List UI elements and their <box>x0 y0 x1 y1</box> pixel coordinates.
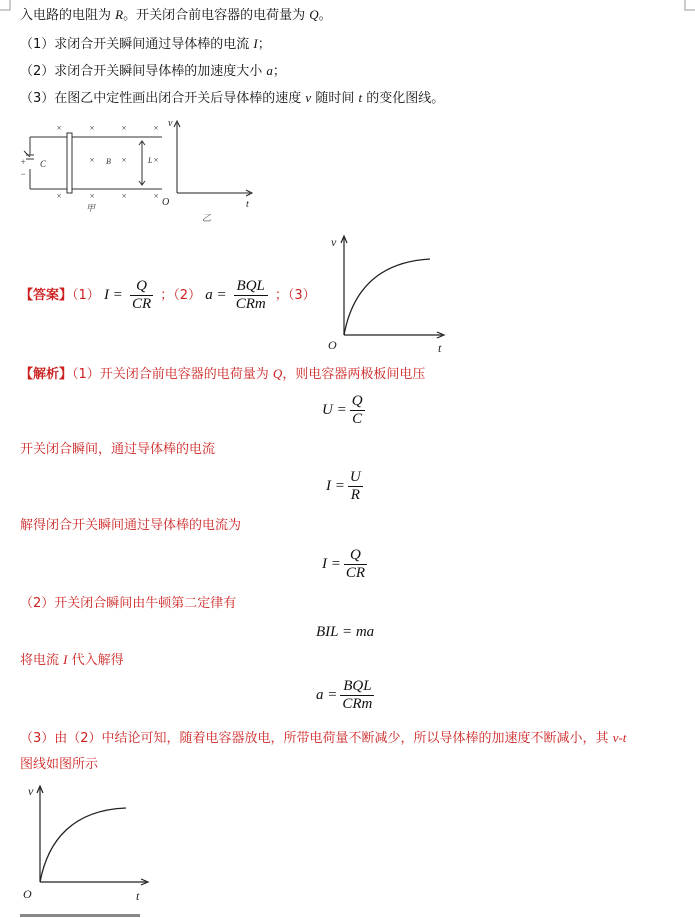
question-3 <box>20 89 444 108</box>
field-cross: × <box>56 123 63 133</box>
analysis-vt-graph <box>18 780 153 906</box>
analysis-line-3: 解得闭合开关瞬间通过导体棒的电流为 <box>20 518 242 533</box>
answer-sep: ； <box>274 288 288 303</box>
page-corner-mark <box>0 0 14 14</box>
analysis-line-4: （2）开关闭合瞬间由牛顿第二定律有 <box>20 596 237 611</box>
axis-t-label: t <box>136 889 140 903</box>
intro-text: 。 <box>318 8 332 23</box>
label-B: B <box>106 157 111 166</box>
answer-fraction-I <box>130 278 153 313</box>
origin-label: O <box>23 887 32 901</box>
answer-vt-graph <box>322 232 452 358</box>
axis-v-label: v <box>331 235 337 249</box>
origin-label: O <box>328 338 337 352</box>
equation-fraction <box>348 469 363 504</box>
terminal-minus: − <box>20 169 27 179</box>
fraction-denominator: CR <box>345 565 366 581</box>
var-R: R <box>115 7 124 22</box>
field-cross: × <box>153 123 160 133</box>
fraction-numerator: Q <box>351 393 363 409</box>
analysis-text: （3）由（2）中结论可知，随着电容器放电，所带电荷量不断减少，所以导体棒的加速度不断减小，其 <box>20 731 613 746</box>
analysis-line-6 <box>20 729 626 748</box>
label-L: L <box>148 156 153 165</box>
answer-fraction-a <box>234 278 268 313</box>
var-t: t <box>358 90 363 105</box>
var-a: a <box>266 63 273 78</box>
blank-vt-axes <box>160 115 260 225</box>
fraction-denominator: R <box>348 486 363 504</box>
var-v: v <box>305 90 312 105</box>
analysis-text: 将电流 <box>20 653 64 668</box>
axis-v-label: v <box>28 784 34 798</box>
fraction-denominator: C <box>350 410 365 428</box>
bottom-divider <box>20 914 140 917</box>
analysis-line-1 <box>20 365 425 384</box>
fraction-denominator: CRm <box>342 696 373 712</box>
equation-lhs: U = <box>322 401 347 418</box>
circuit-diagram <box>14 115 174 215</box>
field-cross: × <box>89 155 96 165</box>
axis-v-label: v <box>168 118 173 129</box>
answer-I-lhs: I = <box>103 287 123 303</box>
field-cross: × <box>153 155 160 165</box>
answer-part2-prefix: （2） <box>173 288 202 303</box>
terminal-plus: + <box>20 157 27 167</box>
q2-text: （2）求闭合开关瞬间导体棒的加速度大小 <box>20 64 267 79</box>
answer-a-lhs: a = <box>205 287 227 303</box>
fraction-denominator: CR <box>131 296 152 312</box>
equation-lhs: a = <box>316 686 338 703</box>
q1-end: ； <box>257 37 271 52</box>
field-cross: × <box>153 191 160 201</box>
fraction-numerator: Q <box>136 278 147 294</box>
q2-end: ； <box>272 64 286 79</box>
page-corner-mark <box>681 0 695 14</box>
axis-t-label: t <box>438 341 442 355</box>
equation-fraction <box>344 547 367 582</box>
fraction-numerator: Q <box>350 547 361 563</box>
analysis-text: （1）开关闭合前电容器的电荷量为 <box>72 367 273 382</box>
figure-caption-jia: 甲 <box>86 203 96 213</box>
field-cross: × <box>89 123 96 133</box>
analysis-line-5 <box>20 651 124 670</box>
equation-U <box>322 393 368 428</box>
fraction-denominator: CRm <box>235 296 266 312</box>
equation-lhs: I = <box>322 555 341 572</box>
intro-text: 入电路的电阻为 <box>20 8 116 23</box>
var-vt: v-t <box>612 730 627 745</box>
answer-part3-prefix: （3） <box>287 288 316 303</box>
equation-lhs: I = <box>326 477 345 494</box>
answer-sep: ； <box>160 288 174 303</box>
analysis-line-2: 开关闭合瞬间，通过导体棒的电流 <box>20 442 216 457</box>
answer-part1-prefix: （1） <box>72 288 100 303</box>
field-cross: × <box>89 191 96 201</box>
q3-text: 的变化图线。 <box>362 91 445 106</box>
fraction-numerator: BQL <box>236 278 265 294</box>
equation-fraction <box>340 678 374 713</box>
q3-text: （3）在图乙中定性画出闭合开关后导体棒的速度 <box>20 91 306 106</box>
answer-line <box>20 275 316 316</box>
question-1 <box>20 35 271 54</box>
intro-text: 。开关闭合前电容器的电荷量为 <box>123 8 310 23</box>
field-cross: × <box>121 123 128 133</box>
answer-tag: 【答案】 <box>20 288 73 303</box>
q1-text: （1）求闭合开关瞬间通过导体棒的电流 <box>20 37 254 52</box>
equation-I-UR <box>326 469 366 504</box>
equation-I-QCR <box>322 547 370 582</box>
origin-label: O <box>162 197 170 208</box>
equation-a <box>316 678 377 713</box>
analysis-line-7: 图线如图所示 <box>20 757 99 772</box>
label-C: C <box>40 159 47 169</box>
question-intro <box>20 6 332 25</box>
equation-newton: BIL = ma <box>316 624 375 640</box>
field-cross: × <box>56 191 63 201</box>
equation-fraction <box>350 393 365 428</box>
var-I: I <box>63 652 68 667</box>
var-Q: Q <box>309 7 319 22</box>
analysis-tag: 【解析】 <box>20 367 73 382</box>
field-cross: × <box>121 155 128 165</box>
figure-caption-yi: 乙 <box>202 213 212 223</box>
var-I: I <box>253 36 258 51</box>
q3-text: 随时间 <box>311 91 359 106</box>
var-Q: Q <box>272 366 283 381</box>
fraction-numerator: U <box>349 469 361 485</box>
field-cross: × <box>121 191 128 201</box>
fraction-numerator: BQL <box>343 678 372 694</box>
axis-t-label: t <box>246 199 249 210</box>
analysis-text: ，则电容器两极板间电压 <box>282 367 426 382</box>
question-2 <box>20 62 286 81</box>
analysis-text: 代入解得 <box>67 653 124 668</box>
